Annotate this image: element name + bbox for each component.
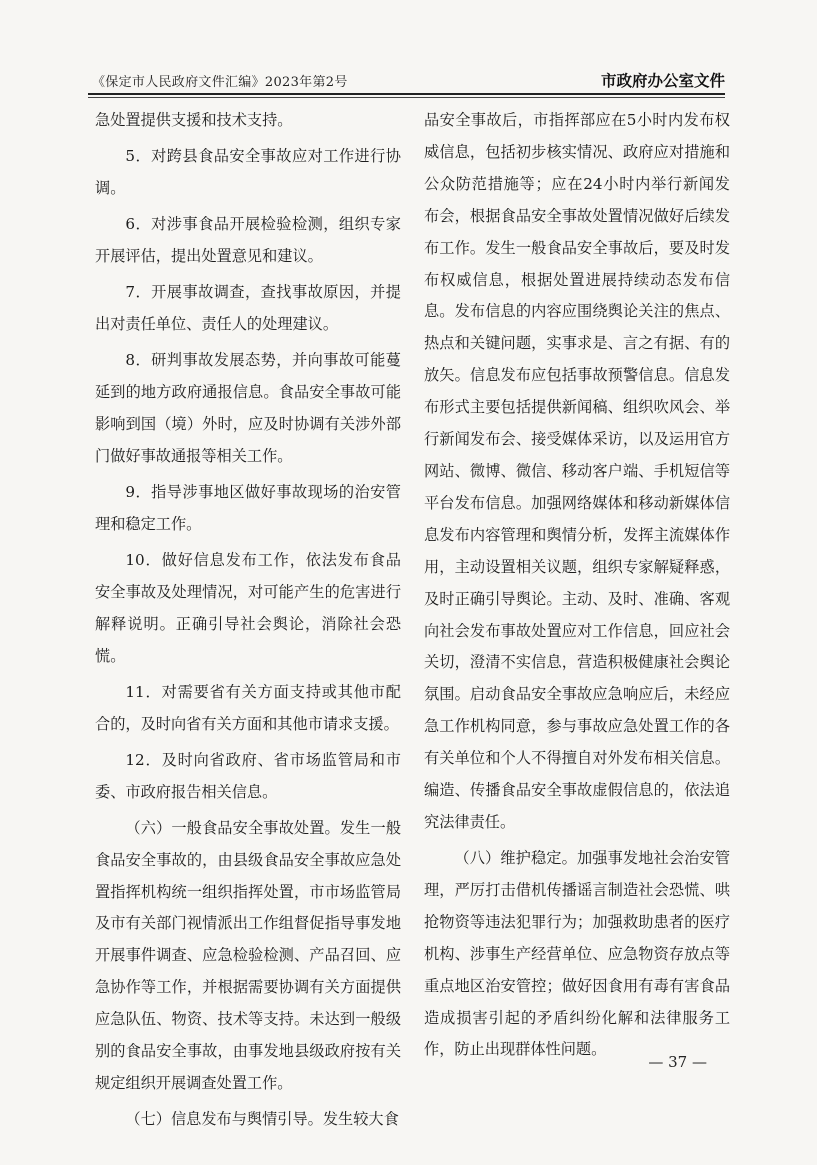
- paragraph: 品安全事故后，市指挥部应在5小时内发布权威信息，包括初步核实情况、政府应对措施和公众防范措施等；应在24小时内举行新闻发布会，根据食品安全事故处置情况做好后续发布工作。发生一般食品安全事故后，要及时发布权威信息，根据处置进展持续动态发布信息。发布信息的内容应围绕舆论关注的焦点、热点和关键问题，实事求是、言之有据、有的放矢。信息发布应包括事故预警信息。信息发布形式主要包括提供新闻稿、组织吹风会、举行新闻发布会、接受媒体采访，以及运用官方网站、微博、微信、移动客户端、手机短信等平台发布信息。加强网络媒体和移动新媒体信息发布内容管理和舆情分析，发挥主流媒体作用，主动设置相关议题，组织专家解疑释惑，及时正确引导舆论。主动、及时、准确、客观向社会发布事故处置应对工作信息，回应社会关切，澄清不实信息，营造积极健康社会舆论氛围。启动食品安全事故应急响应后，未经应急工作机构同意，参与事故应急处置工作的各有关单位和个人不得擅自对外发布相关信息。编造、传播食品安全事故虚假信息的，依法追究法律责任。: [424, 111, 730, 831]
- publication-header: 《保定市人民政府文件汇编》2023年第2号: [92, 75, 348, 90]
- paragraph: 6．对涉事食品开展检验检测，组织专家开展评估，提出处置意见和建议。: [95, 215, 401, 265]
- paragraph: 5．对跨县食品安全事故应对工作进行协调。: [95, 147, 401, 197]
- section-header: 市政府办公室文件: [600, 72, 725, 90]
- paragraph: （七）信息发布与舆情引导。发生较大食: [125, 1110, 399, 1129]
- paragraph: 8．研判事故发展态势，并向事故可能蔓延到的地方政府通报信息。食品安全事故可能影响到国（境）外时，应及时协调有关涉外部门做好事故通报等相关工作。: [95, 351, 401, 465]
- paragraph: 9．指导涉事地区做好事故现场的治安管理和稳定工作。: [95, 482, 401, 533]
- paragraph: （六）一般食品安全事故处置。发生一般食品安全事故的，由县级食品安全事故应急处置指挥机构统一组织指挥处置，市市场监管局及市有关部门视情派出工作组督促指导事发地开展事件调查、应急检验检测、产品召回、应急协作等工作，并根据需要协调有关方面提供应急队伍、物资、技术等支持。未达到一般级别的食品安全事故，由事发地县级政府按有关规定组织开展调查处置工作。: [95, 818, 401, 1092]
- left-column: [95, 105, 401, 1140]
- paragraph: （八）维护稳定。加强事发地社会治安管理，严厉打击借机传播谣言制造社会恐慌、哄抢物资等违法犯罪行为；加强救助患者的医疗机构、涉事生产经营单位、应急物资存放点等重点地区治安管控；做好因食用有毒有害食品造成损害引起的矛盾纠纷化解和法律服务工作，防止出现群体性问题。: [424, 849, 730, 1059]
- header-rule: [88, 93, 725, 95]
- right-column: [424, 105, 730, 1071]
- paragraph: 11．对需要省有关方面支持或其他市配合的，及时向省有关方面和其他市请求支援。: [95, 682, 401, 733]
- paragraph: 7．开展事故调查，查找事故原因，并提出对责任单位、责任人的处理建议。: [95, 283, 401, 333]
- page-number: — 37 —: [648, 1053, 707, 1071]
- header-rule-thin: [88, 97, 725, 98]
- paragraph: 12．及时向省政府、省市场监管局和市委、市政府报告相关信息。: [95, 750, 401, 801]
- paragraph: 急处置提供支援和技术支持。: [95, 111, 293, 129]
- paragraph: 10．做好信息发布工作，依法发布食品安全事故及处理情况，对可能产生的危害进行解释说明。正确引导社会舆论，消除社会恐慌。: [95, 550, 401, 665]
